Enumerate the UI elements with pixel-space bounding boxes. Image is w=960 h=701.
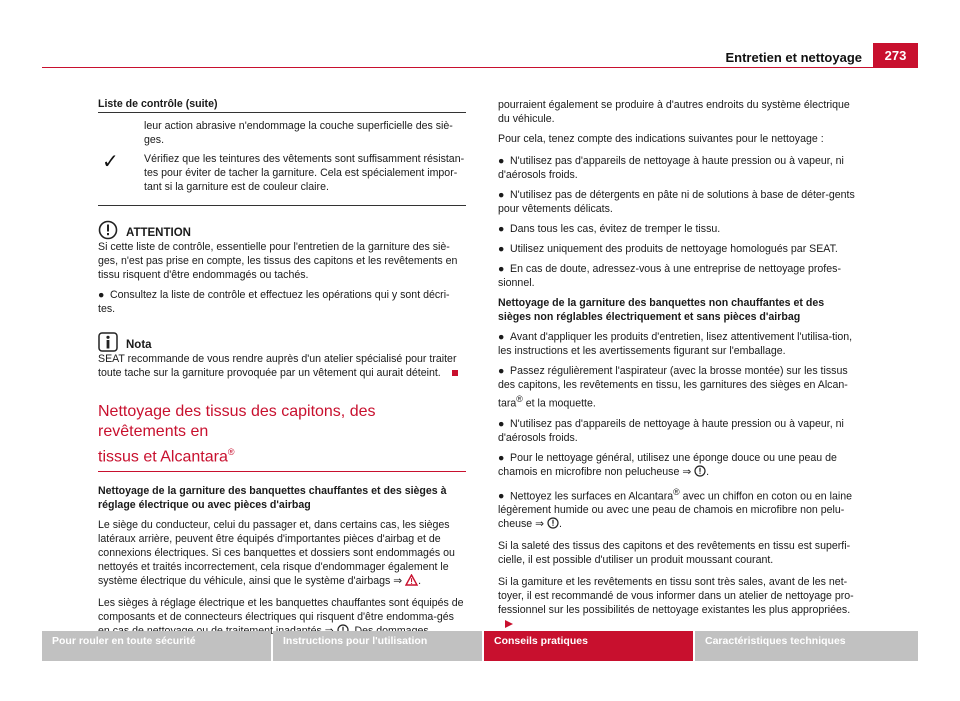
continue-arrow-icon — [504, 619, 514, 629]
checklist-item: leur action abrasive n'endommage la couche superficielle des siè-ges. — [144, 120, 453, 146]
page-number: 273 — [873, 43, 918, 68]
list-item: ● Avant d'appliquer les produits d'entretien, lisez attentivement l'utilisa-tion, les instructions et les avertissements figurant sur l'emballage. — [498, 331, 853, 357]
list-item: ● Passez régulièrement l'aspirateur (avec la brosse montée) sur les tissus des capitons, les revêtements en tissu, les garnitures des sièges en Alcan-tara® et la moquette. — [498, 365, 848, 410]
note-heading — [98, 332, 466, 352]
list-item: ● Utilisez uniquement des produits de nettoyage homologués par SEAT. — [498, 243, 838, 255]
checklist-box — [98, 113, 466, 205]
paragraph: Si la gamiture et les revêtements en tissu sont très sales, avant de les net-toyer, il est recommandé de vous informer dans un atelier de nettoyage pro-fessionnel sur les possibilités de nettoyage existantes les plus appropriées. — [498, 575, 860, 631]
section-title: Nettoyage des tissus des capitons, des revêtements en tissus et Alcantara® — [98, 403, 376, 466]
attention-heading — [98, 220, 466, 240]
attention-icon — [98, 220, 118, 240]
checklist-bottom-rule — [98, 205, 466, 206]
warning-triangle-icon[interactable] — [405, 574, 418, 586]
footer-tab-safety[interactable]: Pour rouler en toute sécurité — [42, 631, 271, 661]
checkmark-icon: ✓ — [102, 151, 119, 173]
paragraph: pourraient également se produire à d'autres endroits du système électrique du véhicule. — [498, 99, 850, 125]
caution-circle-icon[interactable] — [547, 517, 559, 529]
attention-text: Si cette liste de contrôle, essentielle pour l'entretien de la garniture des siè-ges, n'est pas prise en compte, les tissus des capitons et les revêtements en tissu risquent d'être endommagés ou tachés. — [98, 241, 458, 281]
section-rule — [98, 471, 466, 472]
checklist-title: Liste de contrôle (suite) — [98, 98, 218, 110]
list-item: ● Dans tous les cas, évitez de tremper le tissu. — [498, 223, 721, 235]
end-square-icon — [452, 370, 458, 376]
list-item: ● N'utilisez pas d'appareils de nettoyage à haute pression ou à vapeur, ni d'aérosols froids. — [498, 155, 844, 181]
note-text: SEAT recommande de vous rendre auprès d'un atelier spécialisé pour traiter toute tache sur la garniture provoquée par un vêtement qui aurait déteint. — [98, 353, 457, 379]
footer-tab-technical-specs[interactable]: Caractéristiques techniques — [695, 631, 918, 661]
paragraph: Si la saleté des tissus des capitons et des revêtements en tissu est superfi-cielle, il est possible d'utiliser un produit moussant courant. — [498, 540, 851, 567]
checklist-item: Vérifiez que les teintures des vêtements sont suffisamment résistan-tes pour éviter de tacher la garniture. Cela est spécialement impor-tant si la garniture est de couleur claire. — [144, 153, 465, 193]
paragraph: Pour cela, tenez compte des indications suivantes pour le nettoyage : — [498, 133, 824, 145]
subheading-heated-seats: Nettoyage de la garniture des banquettes chauffantes et des sièges à réglage électrique ou avec pièces d'airbag — [98, 485, 447, 512]
list-item: ● N'utilisez pas de détergents en pâte ni de solutions à base de déter-gents pour vêtements délicats. — [498, 189, 855, 215]
running-header-title: Entretien et nettoyage — [725, 50, 862, 65]
paragraph: Le siège du conducteur, celui du passager et, dans certains cas, les sièges latéraux arrière, peuvent être équipés d'importantes pièces d'airbag et de connexions électriques. Si ces banquettes et dossiers sont endommagés ou nettoyés et traités incorrectement, cela risque d'endommager également le système électrique du véhicule, ainsi que le système d'airbags ⇒ . — [98, 519, 455, 588]
caution-circle-icon[interactable] — [694, 465, 706, 477]
note-icon — [98, 332, 118, 352]
footer-tab-practical-tips[interactable]: Conseils pratiques — [484, 631, 693, 661]
left-column — [98, 98, 466, 638]
paragraph: Les sièges à réglage électrique et les banquettes chauffantes sont équipés de composants et de connecteurs électriques qui risquent d'être endomma-gés — [98, 596, 466, 638]
note-label: Nota — [126, 339, 152, 351]
list-item: ● N'utilisez pas d'appareils de nettoyage à haute pression ou à vapeur, ni d'aérosols froids. — [498, 417, 844, 444]
list-item: ● Nettoyez les surfaces en Alcantara® avec un chiffon en coton ou en laine légèrement humide ou avec une peau de chamois en microfibre non pelu-cheuse ⇒ . — [498, 486, 853, 531]
attention-bullet: ● Consultez la liste de contrôle et effectuez les opérations qui y sont décri-tes. — [98, 289, 450, 315]
footer-tab-instructions[interactable]: Instructions pour l'utilisation — [273, 631, 482, 661]
header-rule — [42, 67, 918, 68]
attention-label: ATTENTION — [126, 227, 191, 239]
right-column — [498, 98, 860, 631]
list-item: ● Pour le nettoyage général, utilisez une éponge douce ou une peau de chamois en microfibre non pelucheuse ⇒ . — [498, 451, 837, 478]
list-item: ● En cas de doute, adressez-vous à une entreprise de nettoyage profes-sionnel. — [498, 263, 841, 289]
subheading-non-heated-seats: Nettoyage de la garniture des banquettes non chauffantes et des sièges non réglables électriquement et sans pièces d'airbag — [498, 297, 825, 323]
